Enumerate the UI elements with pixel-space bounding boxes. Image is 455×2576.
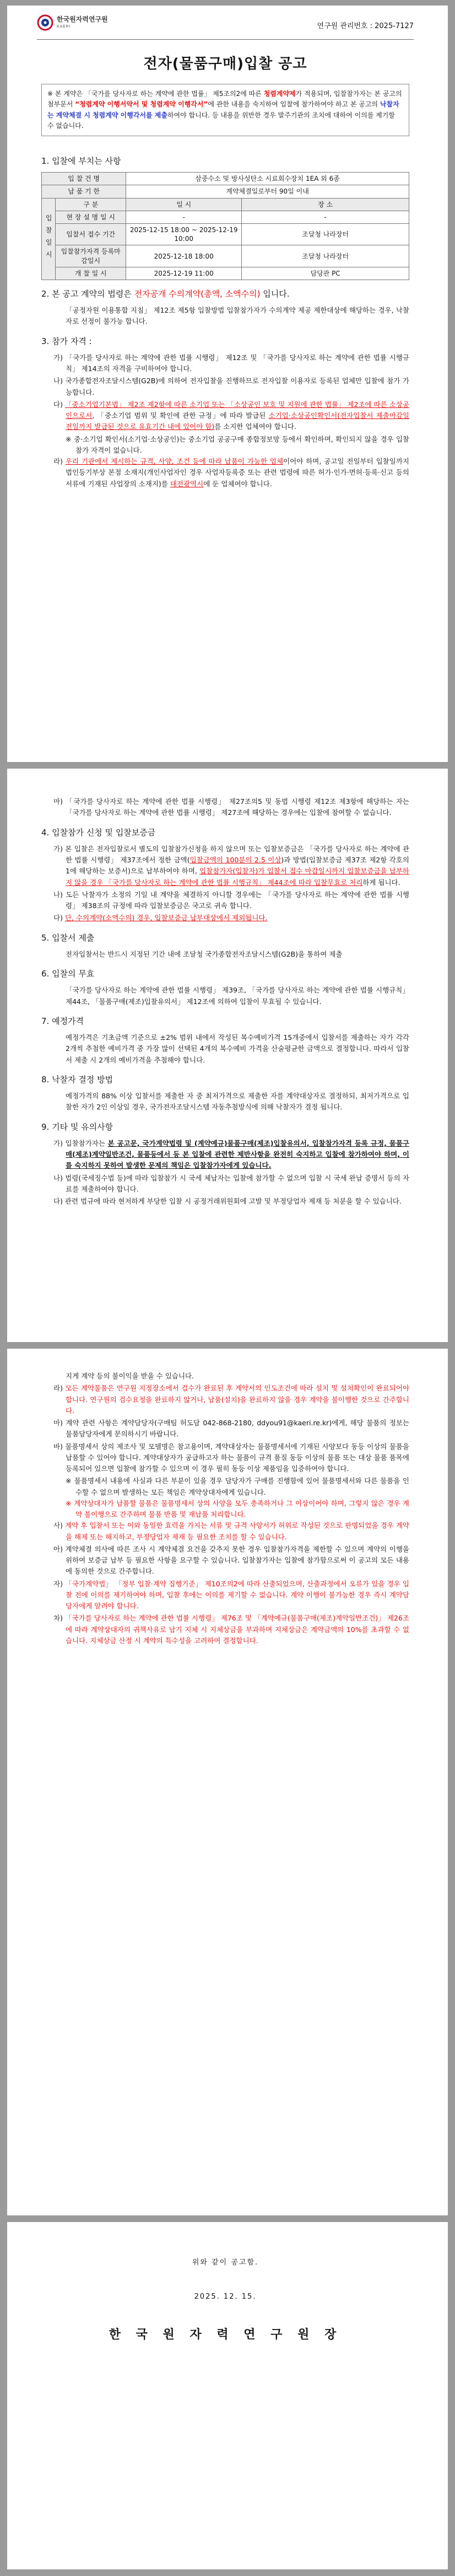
section-9-ba: 바) 물품명세서 상의 제조사 및 모델명은 참고용이며, 계약대상자는 물품명세서에 기재된 사양보다 동등 이상의 물품을 납품할 수 있어야 합니다. 계약대상자가 공급하고자 하는 물품이 규격 품질 동등 이상의 물품 또는 대상 물품 품목에 등록되어 있으면 입찰에 참가할 수 있으며 이 경우 필히 동등 이상 제품임을 입증하여야 합니다. [53, 1442, 409, 1473]
section-8-body: 예정가격의 88% 이상 입찰서를 제출한 자 중 최저가격으로 제출한 자를 계약대상자로 결정하되, 최저가격으로 입찰한 자가 2인 이상일 경우, 국가전자조달시스템 자동추첨방식에 의해 낙찰자가 결정 됩니다. [66, 1092, 409, 1112]
closing-signature [41, 2257, 409, 2344]
table-row: 입찰서 접수 기간 2025-12-15 18:00 ~ 2025-12-19 10:00 조달청 나라장터 [42, 224, 409, 245]
section-4-heading: 4. 입찰참가 신청 및 입찰보증금 [41, 827, 156, 838]
section-3-heading: 3. 참가 자격 : [41, 336, 92, 346]
section-3-da-note: ※ 중·소기업 확인서(소기업·소상공인)는 중소기업 공공구매 종합정보망 등에서 확인하며, 확인되지 않을 경우 입찰 참가 자격이 없습니다. [66, 434, 409, 454]
table-row: 입찰일시 구 분 일 시 장 소 [42, 198, 409, 211]
org-name: 한국원자력연구원 [57, 15, 108, 24]
section-9-continued: 지게 계약 등의 불이익을 받을 수 있습니다. [66, 1372, 194, 1380]
section-3-na: 나) 국가종합전자조달시스템(G2B)에 의하여 전자입찰을 진행하므로 전자입찰 이용자로 등록된 업체만 입찰에 참가 가능합니다. [53, 377, 409, 396]
section-9-sa: 사) 계약 후 입찰서 또는 이와 동일한 효력을 가지는 서류 및 규격 사양서가 허위로 작성된 것으로 판명되었을 경우 계약을 해제 또는 해지하고, 부정당업자 제재 등 필요한 조치를 할 수 있습니다. [53, 1521, 409, 1541]
table-row: 개 찰 일 시 2025-12-19 11:00 담당관 PC [42, 267, 409, 280]
org-sub: KAERI [57, 24, 71, 29]
section-9-ra: 라) 모든 계약물품은 연구원 지정장소에서 검수가 완료된 후 계약서의 인도조건에 따라 설치 및 설치확인이 완료되어야 합니다. 연구원의 검수요청을 완료하지 않거나, 납품(설치)을 완료하지 않을 경우 계약을 불이행한 것으로 간주합니다. [53, 1384, 409, 1415]
document-page-3 [7, 1349, 448, 2215]
section-6-heading: 6. 입찰의 무효 [41, 969, 95, 979]
page-title: 전자(물품구매)입찰 공고 [143, 56, 307, 72]
section-7-body: 예정가격은 기초금액 기준으로 ±2% 범위 내에서 작성된 복수예비가격 15개중에서 입찰서를 제출하는 자가 각각 2개씩 추첨한 예비가격 중 가장 많이 선택된 4개의 복수예비 가격을 산술평균한 금액으로 결정합니다. 따라서 입찰서 제출 시 2개의 예비가격을 추첨해야 합니다. [66, 1033, 409, 1064]
section-1-heading: 1. 입찰에 부치는 사항 [41, 156, 121, 167]
table-row: 입 찰 건 명 삼중수소 및 방사성탄소 시료회수장치 1EA 외 6종 [42, 173, 409, 185]
bid-info-table [41, 172, 409, 280]
section-9-ma: 마) 계약 관련 사항은 계약담당자(구매팀 허도담 042-868-2180, ddyou91@kaeri.re.kr)에게, 해당 물품의 정보는 물품담당자에게 문의하시기 바랍니다. [53, 1419, 409, 1439]
section-5-heading: 5. 입찰서 제출 [41, 932, 95, 943]
section-8-heading: 8. 낙찰자 결정 방법 [41, 1074, 113, 1085]
document-header [37, 6, 414, 40]
section-9-ba-note-1: ※ 물품명세서 내용에 사실과 다른 부분이 있을 경우 담당자가 구매를 진행함에 있어 물품명세서와 다른 물품을 인수할 수 없으며 발생하는 모든 책임은 계약상대자에게 있습니다. [66, 1477, 409, 1496]
section-6-body: 「국가를 당사자로 하는 계약에 관한 법률 시행령」 제39조, 「국가를 당사자로 하는 계약에 관한 법률 시행규칙」 제44조, 「물품구매(제조)입찰유의서」 제12조에 의하여 입찰이 무효될 수 있습니다. [66, 986, 409, 1006]
section-4-ga: 가) 본 입찰은 전자입찰로서 별도의 입찰참가신청을 하지 않으며 또는 입찰보증금은 「국가를 당사자로 하는 계약에 관한 법률 시행령」 제37조에서 정한 금액(입찰금액의 100분의 2.5 이상)과 방법(입찰보증금 제37조 제2항 각호의 1에 해당하는 보증서)으로 납부하여야 하며, 입찰참가자(입찰자)가 입찰서 접수 마감일시까지 입찰보증금을 납부하지 않을 경우 「국가를 당사자로 하는 계약에 관한 법률 시행규칙」 제44조에 따라 입찰무효로 처리하게 됩니다. [53, 844, 409, 887]
closing-statement: 위와 같이 공고함. [192, 2258, 259, 2267]
integrity-notice: ※ 본 계약은 「국가를 당사자로 하는 계약에 관한 법률」 제5조의2에 따른 청렴계약제가 적용되며, 입찰참가자는 본 공고의 첨부문서 “청렴계약 이행서약서 및 청렴계약 이행각서”에 관한 내용을 숙지하여 입찰에 참가하여야 하고 본 공고의 낙찰자는 계약체결 시 청렴계약 이행각서를 제출하여야 합니다. 등 내용을 위반한 경우 발주기관의 조치에 대하여 이의를 제기할 수 없습니다. [41, 84, 409, 136]
section-9-ga: 가) 입찰참가자는 본 공고문, 국가계약법령 및 (계약예규)물품구매(제조)입찰유의서, 입찰참가자격 등록 규정, 물품구매(제조)계약일반조건, 물품등에서 등 본 입찰에 관련한 제반사항을 완전히 숙지하고 입찰에 참가하여야 하며, 이를 숙지하지 못하여 발생한 문제의 책임은 입찰참가자에게 있습니다. [53, 1139, 409, 1170]
section-4-da: 다) 단, 수의계약(소액수의) 경우, 입찰보증금 납부대상에서 제외됩니다. [53, 914, 268, 922]
section-2-heading: 2. 본 공고 계약의 법령은 전자공개 수의계약(총액, 소액수의) 입니다. [41, 288, 290, 299]
table-row: 입찰참가자격 등록마감일시 2025-12-18 18:00 조달청 나라장터 [42, 245, 409, 267]
kaeri-logo-icon [37, 14, 53, 31]
section-3-da: 다) 「중소기업기본법」 제2조 제2항에 따른 소기업 또는 「소상공인 보호 및 지원에 관한 법률」 제2조에 따른 소상공인으로서, 「중소기업 범위 및 확인에 관한 규정」에 따라 발급된 소기업·소상공인확인서(전자입찰서 제출마감일 전일까지 발급된 것으로 유효기간 내에 있어야 함)를 소지한 업체여야 합니다. [53, 400, 409, 431]
section-9-a: 아) 계약체결 의사에 따른 조사 시 계약체결 요건을 갖추지 못한 경우 입찰참가자격을 제한할 수 있으며 계약의 이행을 위하여 보증금 납부 등 필요한 사항을 요구할 수 있습니다. 입찰참가자는 입찰에 참가함으로써 이 공고의 모든 내용에 동의한 것으로 간주합니다. [53, 1544, 409, 1576]
section-3-ma: 마) 「국가를 당사자로 하는 계약에 관한 법률 시행령」 제27조의5 및 동법 시행령 제12조 제3항에 해당하는 자는 「국가를 당사자로 하는 계약에 관한 법률 시행령」 제27조에 해당하는 경우에는 입찰에 참여할 수 없습니다. [53, 797, 409, 817]
table-row: 납 품 기 한 계약체결일로부터 90일 이내 [42, 185, 409, 198]
section-3-ra: 라) 우리 기관에서 제시하는 규격, 사양, 조건 등에 따라 납품이 가능한 업체이어야 하며, 공고일 전일부터 입찰일까지 법인등기부상 본점 소재지(개인사업자인 경우 사업자등록증 또는 관련 법령에 따른 허가·인가·면허·등록·신고 등의 서류에 기재된 사업장의 소재지)를 대전광역시에 둔 업체여야 합니다. [53, 457, 409, 488]
document-number: 연구원 관리번호 : 2025-7127 [317, 22, 414, 30]
section-9-ba-note-2: ※ 계약상대자가 납품할 물품은 물품명세서 상의 사양을 모두 충족하거나 그 이상이어야 하며, 그렇지 않은 경우 계약 불이행으로 간주하며 물품 반품 및 재납품 처리합니다. [66, 1499, 409, 1518]
section-2-body: 「공정자원 이용통합 지침」 제12조 제5항 입찰방법 입찰참가자가 수의계약 제공 제한대상에 해당하는 경우, 낙찰자로 선정이 불가능 합니다. [66, 306, 409, 326]
section-9-na: 나) 법령(국세징수법 등)에 따라 입찰참가 시 국세 체납자는 입찰에 참가할 수 없으며 입찰 시 국세 완납 증명서 등의 자료를 제출하여야 합니다. [53, 1173, 409, 1193]
section-9-cha: 차) 「국가를 당사자로 하는 계약에 관한 법률 시행령」 제76조 및 「계약예규(물품구매(제조)계약일반조건)」 제26조에 따라 계약상대자의 귀책사유로 납기 지체 시 지체상금을 부과하며 지체상금은 계약금액의 10%를 초과할 수 없습니다. 지체상금 산정 시 계약의 특수성을 고려하여 결정합니다. [53, 1614, 409, 1645]
section-9-heading: 9. 기타 및 유의사항 [41, 1121, 113, 1132]
document-page-1 [7, 6, 448, 762]
section-4-na: 나) 도든 낙찰자가 소정의 기일 내 계약을 체결하지 아니할 경우에는 「국가를 당사자로 하는 계약에 관한 법률 시행령」 제38조의 규정에 따라 입찰보증금은 국고로 귀속 합니다. [53, 890, 409, 910]
document-page-2 [7, 769, 448, 1342]
section-3-ga: 가) 「국가를 당사자로 하는 계약에 관한 법률 시행령」 제12조 및 「국가를 당사자로 하는 계약에 관한 법률 시행규칙」 제14조의 자격을 구비하여야 합니다. [53, 353, 409, 373]
issuer-name: 한 국 원 자 력 연 구 원 장 [109, 2328, 342, 2342]
section-9-da: 다) 관련 법규에 따라 현저하게 부당한 입찰 시 공정거래위원회에 고발 및 부정당업자 제재 등 처분을 할 수 있습니다. [53, 1197, 402, 1205]
section-5-body: 전자입찰서는 반드시 지정된 기간 내에 조달청 국가종합전자조달시스템(G2B)을 통하여 제출 [66, 949, 343, 958]
org-logo [37, 14, 108, 31]
section-7-heading: 7. 예정가격 [41, 1016, 84, 1026]
section-9-ja: 자) 「국가계약법」 「정부 입찰·계약 집행기준」 제10조의2에 따라 산출되었으며, 산출과정에서 오류가 있을 경우 입찰 전에 이의를 제기하여야 하며, 입찰 후에는 이의를 제기할 수 없습니다. 계약 이행이 불가능한 경우 즉시 계약담당자에게 알려야 합니다. [53, 1579, 409, 1610]
document-page-4 [7, 2222, 448, 2569]
closing-date: 2025. 12. 15. [194, 2293, 257, 2301]
table-row: 현 장 설 명 일 시 - - [42, 211, 409, 223]
